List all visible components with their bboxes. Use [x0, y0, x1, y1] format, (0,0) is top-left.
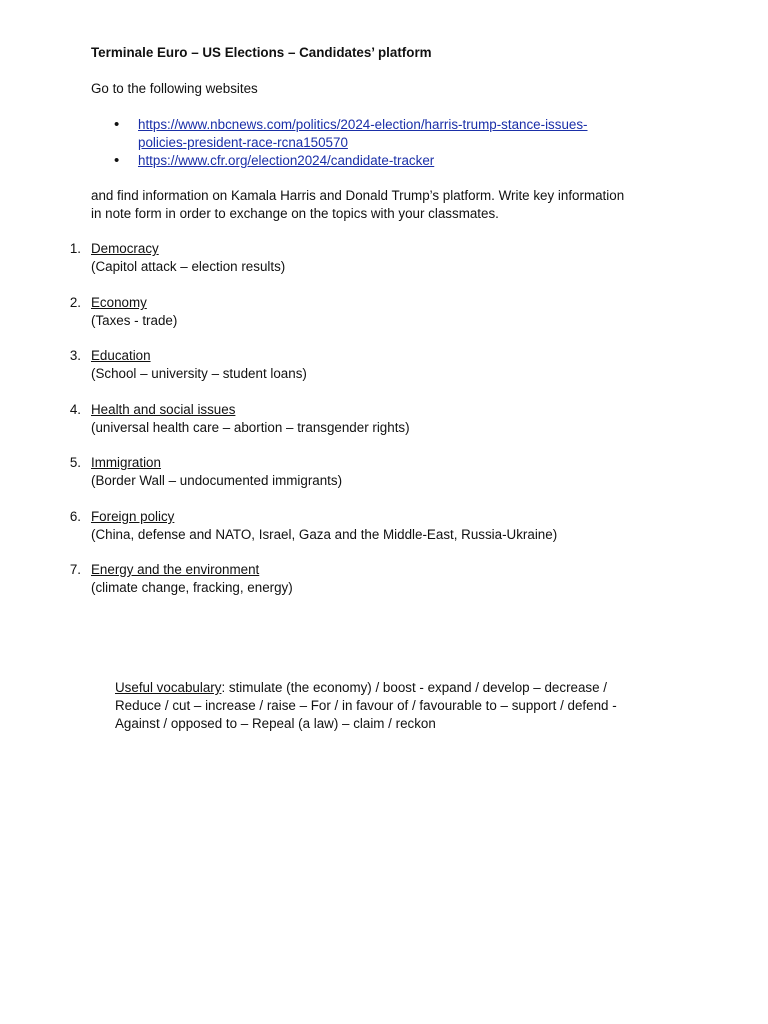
topic-title: Energy and the environment: [91, 562, 260, 577]
link-cfr[interactable]: https://www.cfr.org/election2024/candidate-tracker: [138, 153, 435, 168]
topic-title: Democracy: [91, 241, 159, 256]
bullet-icon: •: [114, 116, 120, 133]
topic-number: 7.: [69, 562, 81, 577]
topic-number: 4.: [69, 402, 81, 417]
page-title: Terminale Euro – US Elections – Candidates’ platform: [91, 45, 432, 60]
topic-title: Education: [91, 348, 151, 363]
vocabulary-line-1: [115, 679, 607, 697]
topic-details: (climate change, fracking, energy): [91, 580, 293, 595]
topic-details: (Capitol attack – election results): [91, 259, 286, 274]
topic-number: 1.: [69, 241, 81, 256]
topic-details: (Border Wall – undocumented immigrants): [91, 473, 343, 488]
topic-details: (Taxes - trade): [91, 313, 178, 328]
link-nbcnews-line2[interactable]: policies-president-race-rcna150570: [138, 135, 348, 150]
topic-number: 6.: [69, 509, 81, 524]
topic-number: 5.: [69, 455, 81, 470]
topic-title: Health and social issues: [91, 402, 236, 417]
topic-details: (China, defense and NATO, Israel, Gaza and the Middle-East, Russia-Ukraine): [91, 527, 558, 542]
vocabulary-line-3: Against / opposed to – Repeal (a law) – claim / reckon: [115, 716, 436, 731]
vocabulary-text-1: : stimulate (the economy) / boost - expand / develop – decrease /: [221, 680, 608, 695]
vocabulary-line-2: Reduce / cut – increase / raise – For / in favour of / favourable to – support / defend -: [115, 698, 617, 713]
instructions-line-1: and find information on Kamala Harris and Donald Trump’s platform. Write key information: [91, 188, 625, 203]
topic-title: Foreign policy: [91, 509, 175, 524]
instructions-line-2: in note form in order to exchange on the topics with your classmates.: [91, 206, 499, 221]
topic-details: (universal health care – abortion – transgender rights): [91, 420, 410, 435]
vocabulary-label: Useful vocabulary: [115, 680, 222, 695]
bullet-icon: •: [114, 152, 120, 169]
topic-details: (School – university – student loans): [91, 366, 307, 381]
intro-text: Go to the following websites: [91, 81, 258, 96]
topic-number: 2.: [69, 295, 81, 310]
topic-title: Immigration: [91, 455, 161, 470]
topic-number: 3.: [69, 348, 81, 363]
topic-title: Economy: [91, 295, 147, 310]
link-nbcnews-line1[interactable]: https://www.nbcnews.com/politics/2024-election/harris-trump-stance-issues-: [138, 117, 588, 132]
